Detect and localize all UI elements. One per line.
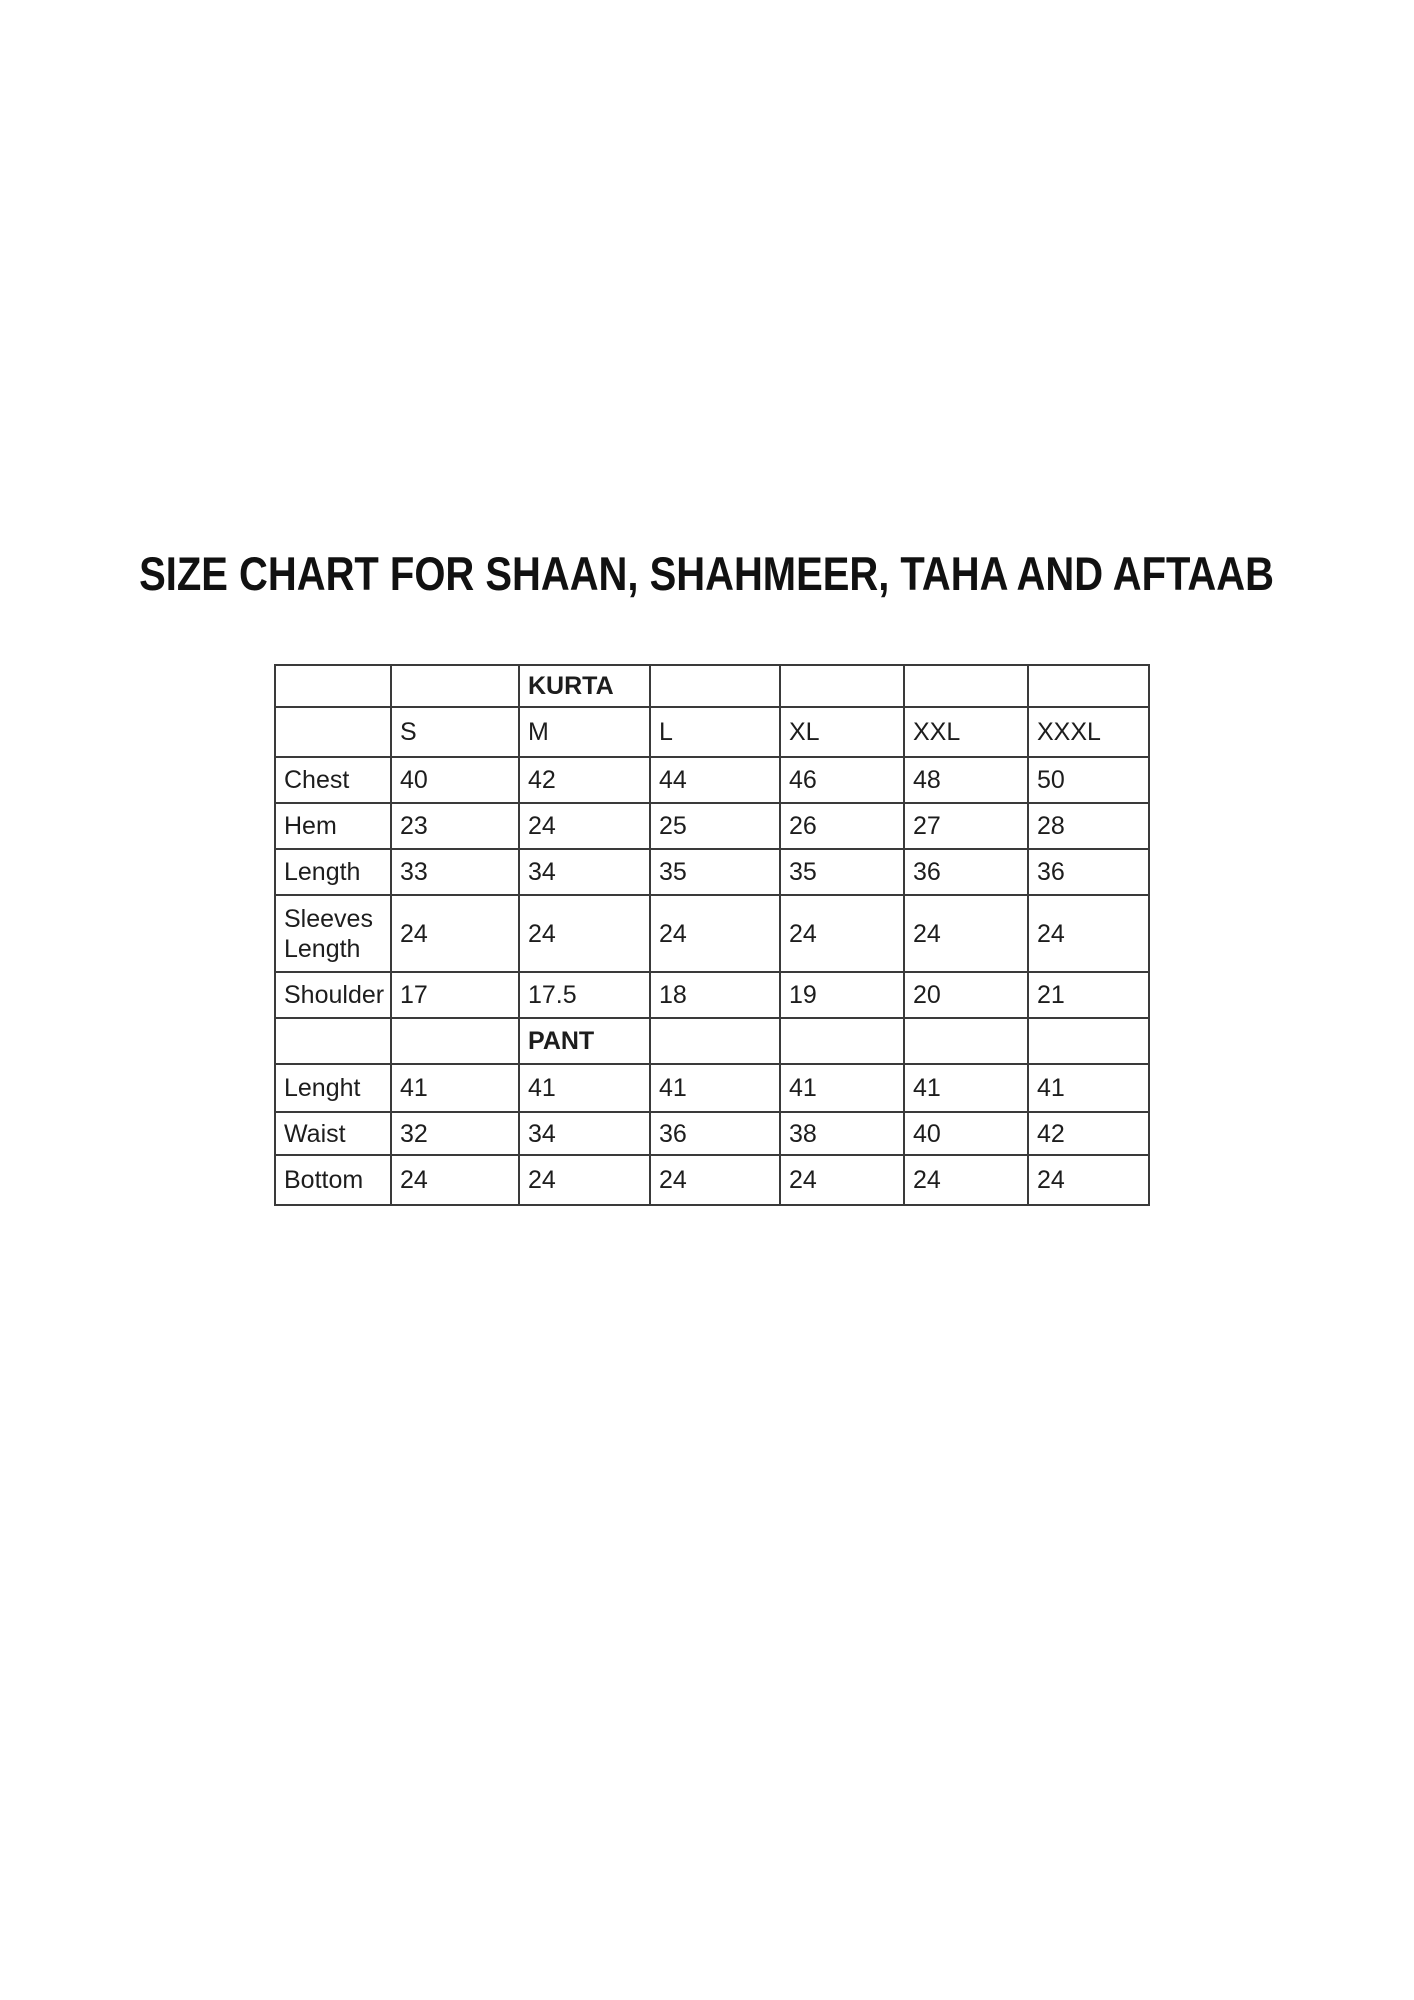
measurement-value: 24 [1028, 1155, 1149, 1205]
measurement-value: 24 [391, 895, 519, 972]
measurement-value: 23 [391, 803, 519, 849]
measurement-value: 41 [650, 1064, 780, 1112]
measurement-value: 36 [1028, 849, 1149, 895]
measurement-value: 41 [1028, 1064, 1149, 1112]
table-row-pant-lenght [275, 1064, 1149, 1112]
table-row-sleeves-length [275, 895, 1149, 972]
empty-cell [275, 707, 391, 757]
measurement-value: 20 [904, 972, 1028, 1018]
measurement-value: 35 [780, 849, 904, 895]
empty-cell [904, 1018, 1028, 1064]
measurement-label: Waist [275, 1112, 391, 1155]
empty-cell [391, 1018, 519, 1064]
measurement-value: 36 [904, 849, 1028, 895]
table-row-kurta-header [275, 665, 1149, 707]
size-column-header: L [650, 707, 780, 757]
table-row-shoulder [275, 972, 1149, 1018]
measurement-value: 24 [904, 895, 1028, 972]
size-column-header: XXXL [1028, 707, 1149, 757]
empty-cell [904, 665, 1028, 707]
empty-cell [275, 1018, 391, 1064]
kurta-section-label: KURTA [519, 665, 650, 707]
size-chart-table [274, 664, 1150, 1206]
size-column-header: S [391, 707, 519, 757]
measurement-value: 25 [650, 803, 780, 849]
measurement-value: 24 [1028, 895, 1149, 972]
measurement-value: 34 [519, 849, 650, 895]
measurement-value: 28 [1028, 803, 1149, 849]
empty-cell [391, 665, 519, 707]
measurement-value: 34 [519, 1112, 650, 1155]
measurement-value: 17.5 [519, 972, 650, 1018]
measurement-value: 50 [1028, 757, 1149, 803]
measurement-value: 44 [650, 757, 780, 803]
measurement-value: 24 [650, 895, 780, 972]
measurement-value: 40 [904, 1112, 1028, 1155]
measurement-label: Lenght [275, 1064, 391, 1112]
measurement-value: 17 [391, 972, 519, 1018]
measurement-label: Shoulder [275, 972, 391, 1018]
measurement-value: 24 [904, 1155, 1028, 1205]
measurement-label: Hem [275, 803, 391, 849]
title-block [0, 548, 1414, 600]
empty-cell [1028, 665, 1149, 707]
measurement-value: 32 [391, 1112, 519, 1155]
measurement-value: 21 [1028, 972, 1149, 1018]
table-row-pant-waist [275, 1112, 1149, 1155]
measurement-value: 24 [780, 895, 904, 972]
measurement-value: 24 [650, 1155, 780, 1205]
empty-cell [780, 665, 904, 707]
measurement-label: Chest [275, 757, 391, 803]
table-row-chest [275, 757, 1149, 803]
measurement-value: 24 [780, 1155, 904, 1205]
measurement-value: 18 [650, 972, 780, 1018]
measurement-value: 42 [519, 757, 650, 803]
measurement-value: 41 [391, 1064, 519, 1112]
measurement-value: 24 [519, 1155, 650, 1205]
measurement-value: 41 [780, 1064, 904, 1112]
measurement-value: 36 [650, 1112, 780, 1155]
measurement-value: 41 [519, 1064, 650, 1112]
measurement-value: 35 [650, 849, 780, 895]
empty-cell [780, 1018, 904, 1064]
page-title: SIZE CHART FOR SHAAN, SHAHMEER, TAHA AND AFTAAB [139, 547, 1275, 600]
measurement-value: 26 [780, 803, 904, 849]
measurement-value: 24 [391, 1155, 519, 1205]
measurement-value: 40 [391, 757, 519, 803]
size-column-header: XL [780, 707, 904, 757]
measurement-value: 38 [780, 1112, 904, 1155]
measurement-value: 24 [519, 803, 650, 849]
table-row-pant-bottom [275, 1155, 1149, 1205]
empty-cell [1028, 1018, 1149, 1064]
size-column-header: XXL [904, 707, 1028, 757]
measurement-value: 27 [904, 803, 1028, 849]
empty-cell [275, 665, 391, 707]
empty-cell [650, 1018, 780, 1064]
table-row-length [275, 849, 1149, 895]
table-row-pant-header [275, 1018, 1149, 1064]
measurement-label: Length [275, 849, 391, 895]
table-row-size-headers [275, 707, 1149, 757]
table-row-hem [275, 803, 1149, 849]
measurement-label: Bottom [275, 1155, 391, 1205]
empty-cell [650, 665, 780, 707]
measurement-value: 33 [391, 849, 519, 895]
measurement-value: 19 [780, 972, 904, 1018]
measurement-label: Sleeves Length [275, 895, 391, 972]
measurement-value: 48 [904, 757, 1028, 803]
size-column-header: M [519, 707, 650, 757]
pant-section-label: PANT [519, 1018, 650, 1064]
measurement-value: 24 [519, 895, 650, 972]
measurement-value: 46 [780, 757, 904, 803]
measurement-value: 42 [1028, 1112, 1149, 1155]
measurement-value: 41 [904, 1064, 1028, 1112]
